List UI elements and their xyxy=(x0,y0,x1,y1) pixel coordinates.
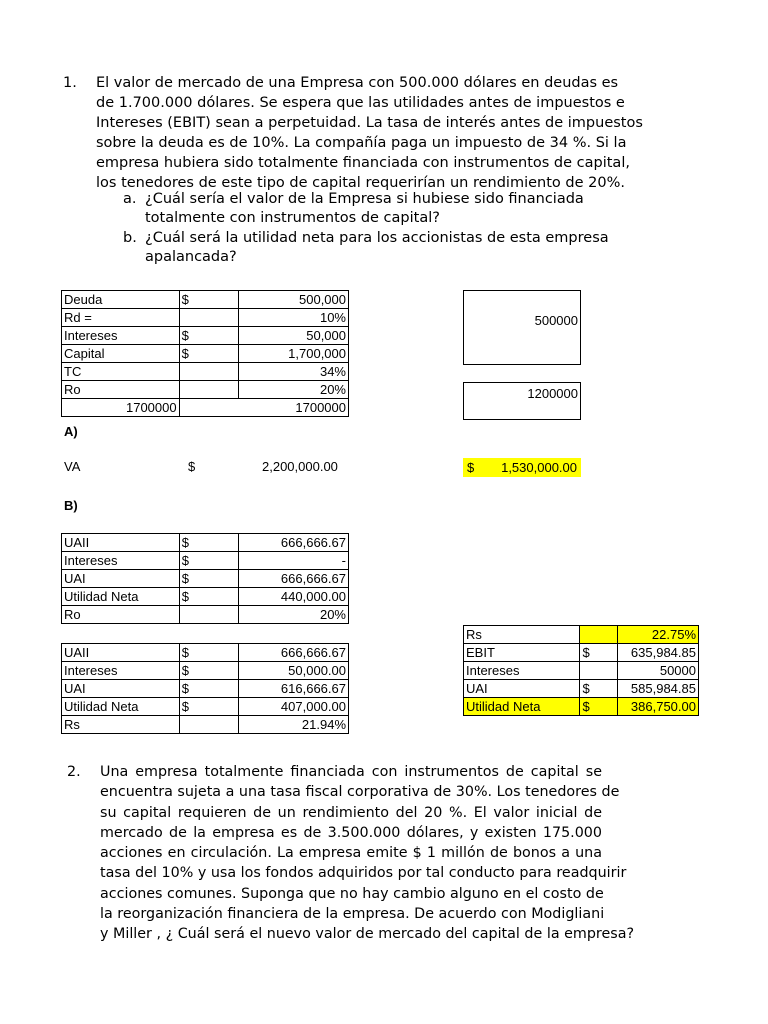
problem-2-line: encuentra sujeta a una tasa fiscal corporativa de 30%. Los tenedores de xyxy=(100,784,620,801)
row-value: 666,666.67 xyxy=(239,644,349,662)
problem-1-line: El valor de mercado de una Empresa con 500.000 dólares en deudas es xyxy=(96,75,619,91)
problem-1-line: los tenedores de este tipo de capital requerirían un rendimiento de 20%. xyxy=(96,175,625,191)
unlevered-income-table xyxy=(61,533,349,624)
table-row xyxy=(62,698,349,716)
table-row xyxy=(62,534,349,552)
problem-2-line: acciones en circulación. La empresa emite $ 1 millón de bonos a una xyxy=(100,845,602,862)
va-value: 2,200,000.00 xyxy=(262,459,338,474)
problem-2-number: 2. xyxy=(67,764,81,780)
va-label: VA xyxy=(64,459,81,474)
currency-symbol: $ xyxy=(179,662,239,680)
table-row xyxy=(62,291,349,309)
calc-box-equity xyxy=(463,382,581,420)
problem-2-text xyxy=(67,762,635,945)
row-value: 616,666.67 xyxy=(239,680,349,698)
table-row xyxy=(464,698,699,716)
row-label: Intereses xyxy=(464,662,580,680)
currency-symbol: $ xyxy=(580,644,618,662)
row-label: Intereses xyxy=(62,662,180,680)
question-b xyxy=(123,229,609,267)
table-row xyxy=(62,644,349,662)
problem-1-text xyxy=(63,73,643,193)
row-value: 50,000.00 xyxy=(239,662,349,680)
question-a-line: ¿Cuál sería el valor de la Empresa si hubiese sido financiada xyxy=(145,191,584,207)
problem-1-line: Intereses (EBIT) sean a perpetuidad. La tasa de interés antes de impuestos xyxy=(96,115,643,131)
problem-2-line: Una empresa totalmente financiada con instrumentos de capital se xyxy=(100,764,602,780)
row-value: 407,000.00 xyxy=(239,698,349,716)
row-label: Rd = xyxy=(62,309,180,327)
row-value: 21.94% xyxy=(239,716,349,734)
row-label: Rs xyxy=(464,626,580,644)
table-row xyxy=(464,662,699,680)
row-label: EBIT xyxy=(464,644,580,662)
currency-symbol: $ xyxy=(179,644,239,662)
box-value: 500000 xyxy=(534,313,578,328)
levered-income-table xyxy=(61,643,349,734)
row-label: UAI xyxy=(62,570,180,588)
table-row xyxy=(464,680,699,698)
problem-2-line: y Miller , ¿ Cuál será el nuevo valor de mercado del capital de la empresa? xyxy=(100,926,635,943)
table-row xyxy=(62,363,349,381)
problem-2-line: la reorganización financiera de la empresa. De acuerdo con Modigliani xyxy=(100,906,605,923)
row-value: 50,000 xyxy=(239,327,349,345)
row-value: 500,000 xyxy=(239,291,349,309)
problem-2-line: tasa del 10% y usa los fondos adquiridos por tal conducto para readquirir xyxy=(100,865,627,882)
question-b-line: ¿Cuál será la utilidad neta para los accionistas de esta empresa xyxy=(145,230,609,246)
row-label: Utilidad Neta xyxy=(62,588,180,606)
row-value: 386,750.00 xyxy=(618,698,699,716)
table-row xyxy=(62,570,349,588)
row-value: 22.75% xyxy=(618,626,699,644)
row-value: 585,984.85 xyxy=(618,680,699,698)
problem-2-line: acciones comunes. Suponga que no hay cambio alguno en el costo de xyxy=(100,885,604,902)
currency-symbol: $ xyxy=(179,291,239,309)
row-value: 440,000.00 xyxy=(239,588,349,606)
highlighted-value: 1,530,000.00 xyxy=(501,460,577,475)
row-value: 666,666.67 xyxy=(239,534,349,552)
row-label: UAII xyxy=(62,534,180,552)
currency-symbol: $ xyxy=(179,698,239,716)
currency-symbol: $ xyxy=(467,460,475,475)
row-label: Intereses xyxy=(62,327,180,345)
row-label: Intereses xyxy=(62,552,180,570)
table-row xyxy=(62,309,349,327)
currency-symbol xyxy=(179,381,239,399)
row-value: 1,700,000 xyxy=(239,345,349,363)
question-a-label: a. xyxy=(123,191,137,207)
currency-symbol xyxy=(580,626,618,644)
currency-symbol: $ xyxy=(580,680,618,698)
row-label: Rs xyxy=(62,716,180,734)
va-highlighted-result xyxy=(463,458,581,477)
equity-return-table xyxy=(463,625,699,716)
row-value: 34% xyxy=(239,363,349,381)
table-row xyxy=(464,626,699,644)
currency-symbol xyxy=(179,309,239,327)
table-row xyxy=(62,552,349,570)
box-value: 1200000 xyxy=(527,386,578,401)
va-currency: $ xyxy=(188,459,196,474)
table-row xyxy=(62,716,349,734)
table-row xyxy=(464,644,699,662)
table-row xyxy=(62,399,349,417)
row-value: 1700000 xyxy=(62,399,180,417)
row-label: UAII xyxy=(62,644,180,662)
question-a xyxy=(123,190,590,228)
table-row xyxy=(62,680,349,698)
currency-symbol: $ xyxy=(580,698,618,716)
input-data-table xyxy=(61,290,349,417)
row-label: UAI xyxy=(464,680,580,698)
table-row xyxy=(62,662,349,680)
question-a-line: totalmente con instrumentos de capital? xyxy=(145,210,440,226)
currency-symbol: $ xyxy=(179,570,239,588)
row-value: 10% xyxy=(239,309,349,327)
row-value: - xyxy=(239,552,349,570)
question-b-label: b. xyxy=(123,230,137,246)
section-a-heading: A) xyxy=(64,424,78,439)
table-row xyxy=(62,606,349,624)
currency-symbol xyxy=(179,606,239,624)
currency-symbol: $ xyxy=(179,680,239,698)
problem-2-line: mercado de la empresa es de 3.500.000 dólares, y existen 175.000 xyxy=(100,824,602,841)
table-row xyxy=(62,381,349,399)
row-value: 666,666.67 xyxy=(239,570,349,588)
table-row xyxy=(62,345,349,363)
problem-1-number: 1. xyxy=(63,75,77,91)
row-value: 1700000 xyxy=(179,399,348,417)
table-row xyxy=(62,327,349,345)
currency-symbol: $ xyxy=(179,327,239,345)
row-label: Utilidad Neta xyxy=(464,698,580,716)
row-value: 20% xyxy=(239,381,349,399)
row-label: Utilidad Neta xyxy=(62,698,180,716)
table-row xyxy=(62,588,349,606)
problem-1-line: de 1.700.000 dólares. Se espera que las utilidades antes de impuestos e xyxy=(96,95,625,111)
row-label: Deuda xyxy=(62,291,180,309)
row-label: TC xyxy=(62,363,180,381)
row-value: 635,984.85 xyxy=(618,644,699,662)
currency-symbol: $ xyxy=(179,588,239,606)
currency-symbol: $ xyxy=(179,552,239,570)
row-value: 50000 xyxy=(618,662,699,680)
row-label: Ro xyxy=(62,381,180,399)
question-b-line: apalancada? xyxy=(145,249,237,265)
row-label: UAI xyxy=(62,680,180,698)
currency-symbol: $ xyxy=(179,345,239,363)
section-b-heading: B) xyxy=(64,498,78,513)
problem-2-line: su capital requieren de un rendimiento del 20 %. El valor inicial de xyxy=(100,804,602,821)
currency-symbol: $ xyxy=(179,534,239,552)
currency-symbol xyxy=(179,716,239,734)
calc-box-debt xyxy=(463,290,581,365)
problem-1-line: sobre la deuda es de 10%. La compañía paga un impuesto de 34 %. Si la xyxy=(96,135,627,151)
problem-1-line: empresa hubiera sido totalmente financiada con instrumentos de capital, xyxy=(96,155,630,171)
row-label: Ro xyxy=(62,606,180,624)
currency-symbol xyxy=(580,662,618,680)
row-value: 20% xyxy=(239,606,349,624)
currency-symbol xyxy=(179,363,239,381)
row-label: Capital xyxy=(62,345,180,363)
